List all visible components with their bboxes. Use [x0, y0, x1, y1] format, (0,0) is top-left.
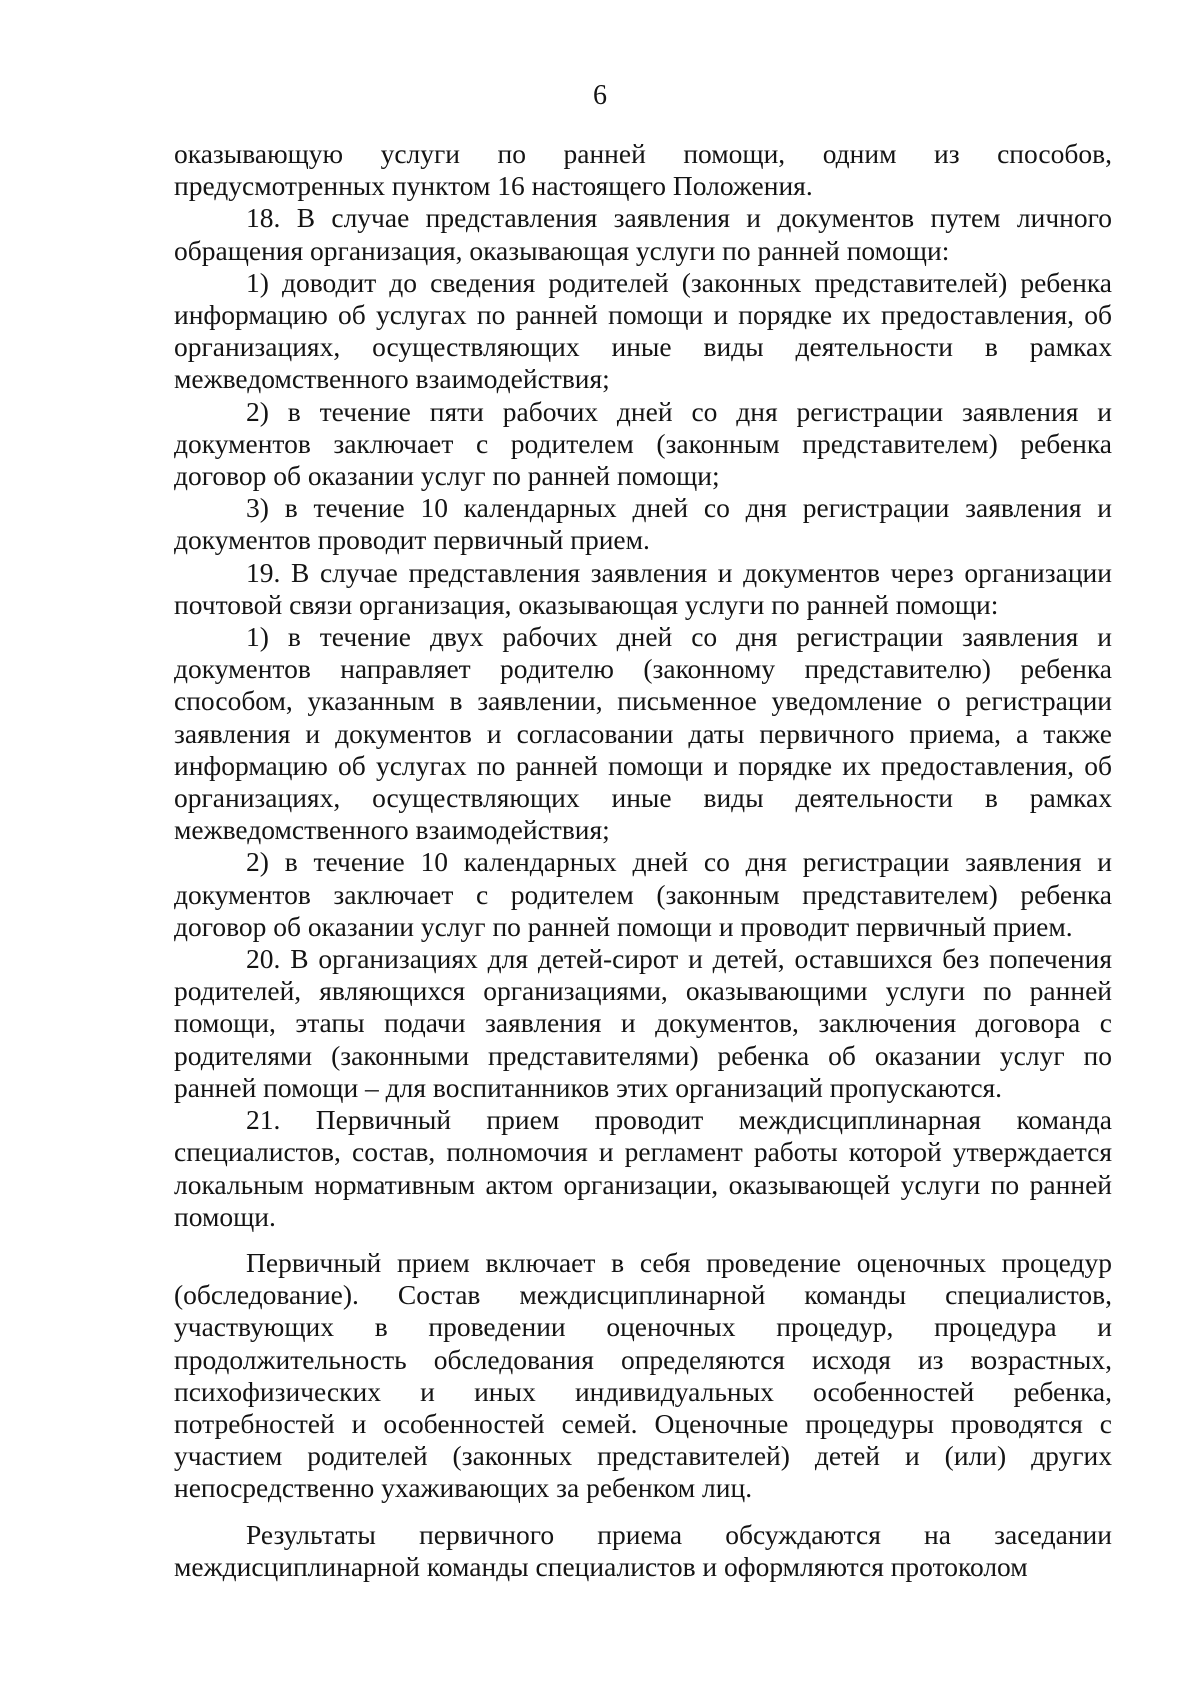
paragraph-18-item-2: 2) в течение пяти рабочих дней со дня регистрации заявления и документов заключает с родителем (законным представителем) ребенка договор об оказании услуг по ранней помощи;: [174, 395, 1112, 492]
paragraph-19-item-1: 1) в течение двух рабочих дней со дня регистрации заявления и документов направляет родителю (законному представителю) ребенка способом, указанным в заявлении, письменное уведомление о регистрации заявления и документов и согласовании даты первичного приема, а также информацию об услугах по ранней помощи и порядке их предоставления, об организациях, осуществляющих иные виды деятельности в рамках межведомственного взаимодействия;: [174, 621, 1112, 846]
paragraph-18-item-3: 3) в течение 10 календарных дней со дня регистрации заявления и документов проводит первичный прием.: [174, 492, 1112, 556]
paragraph-21-results: Результаты первичного приема обсуждаются на заседании междисциплинарной команды специалистов и оформляются протоколом: [174, 1518, 1112, 1582]
paragraph-19-item-2: 2) в течение 10 календарных дней со дня регистрации заявления и документов заключает с родителем (законным представителем) ребенка договор об оказании услуг по ранней помощи и проводит первичный прием.: [174, 846, 1112, 942]
page-number: 6: [593, 80, 607, 111]
paragraph-18: 18. В случае представления заявления и документов путем личного обращения организация, оказывающая услуги по ранней помощи:: [174, 202, 1112, 266]
document-body: [174, 138, 1112, 1583]
paragraph-18-item-1: 1) доводит до сведения родителей (законных представителей) ребенка информацию об услугах по ранней помощи и порядке их предоставления, об организациях, осуществляющих иные виды деятельности в рамках межведомственного взаимодействия;: [174, 266, 1112, 395]
paragraph-20: 20. В организациях для детей-сирот и детей, оставшихся без попечения родителей, являющихся организациями, оказывающими услуги по ранней помощи, этапы подачи заявления и документов, заключения договора с родителями (законными представителями) ребенка об оказании услуг по ранней помощи – для воспитанников этих организаций пропускаются.: [174, 943, 1112, 1103]
paragraph-21-initial-intake: Первичный прием включает в себя проведение оценочных процедур (обследование). Состав междисциплинарной команды специалистов, участвующих в проведении оценочных процедур, процедура и продолжительность обследования определяются исходя из возрастных, психофизических и иных индивидуальных особенностей ребенка, потребностей и особенностей семей. Оценочные процедуры проводятся с участием родителей (законных представителей) детей и (или) других непосредственно ухаживающих за ребенком лиц.: [174, 1246, 1112, 1504]
paragraph-21: 21. Первичный прием проводит междисциплинарная команда специалистов, состав, полномочия и регламент работы которой утверждается локальным нормативным актом организации, оказывающей услуги по ранней помощи.: [174, 1104, 1112, 1232]
paragraph-19: 19. В случае представления заявления и документов через организации почтовой связи организация, оказывающая услуги по ранней помощи:: [174, 556, 1112, 620]
paragraph-continuation: оказывающую услуги по ранней помощи, одним из способов, предусмотренных пунктом 16 настоящего Положения.: [174, 138, 1112, 202]
